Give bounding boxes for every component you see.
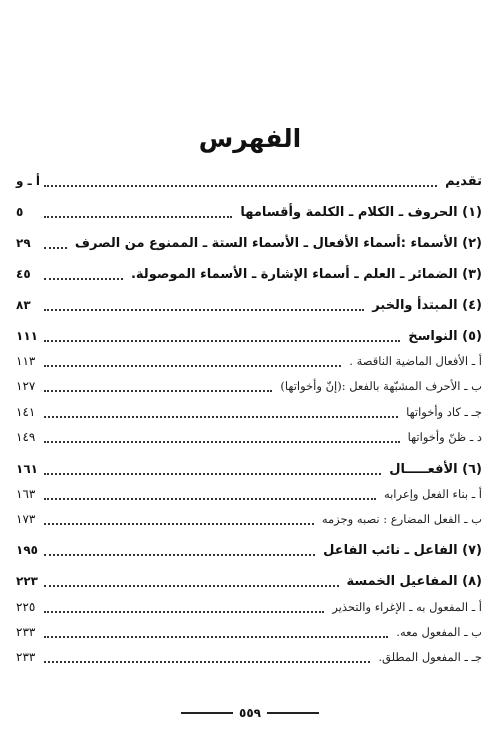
- leader-dots: [44, 427, 400, 443]
- toc-entry-label: ب ـ الفعل المضارع : نصبه وجزمه: [321, 512, 482, 526]
- footer-rule: [181, 712, 233, 714]
- toc-entry-label: (٤) المبتدأ والخبر: [372, 297, 482, 313]
- toc-entry-label: تقديم: [445, 173, 482, 189]
- toc-entry-page: ١٦٣: [16, 487, 36, 501]
- leader-dots: [44, 509, 314, 525]
- toc-entry-page: ٢٩: [16, 236, 31, 250]
- leader-dots: [44, 326, 400, 342]
- toc-subentry: [16, 483, 482, 505]
- toc-entry-page: ٢٣٣: [16, 625, 36, 639]
- toc-subentry: [16, 596, 482, 618]
- toc-entry-page: ٢٢٥: [16, 600, 36, 614]
- toc-entry-label: (٥) النواسخ: [408, 328, 482, 344]
- leader-dots: [44, 295, 364, 311]
- toc-entry: [16, 325, 482, 347]
- toc-entry: [16, 539, 482, 561]
- toc-entry-label: جـ ـ المفعول المطلق.: [378, 650, 482, 664]
- leader-dots: [44, 171, 437, 187]
- toc-entry-page: ٤٥: [16, 267, 31, 281]
- leader-dots: [44, 202, 232, 218]
- toc-entry-page: ١٦١: [16, 462, 38, 476]
- leader-dots: [44, 376, 272, 392]
- toc-entry-label: (٧) الفاعل ـ نائب الفاعل: [323, 542, 482, 558]
- leader-dots: [44, 647, 370, 663]
- toc-entry: [16, 201, 482, 223]
- toc-entry-page: ٢٣٣: [16, 650, 36, 664]
- footer-rule: [267, 712, 319, 714]
- toc-entry-page: ٨٣: [16, 298, 31, 312]
- toc-entry-page: ١٤٩: [16, 430, 36, 444]
- toc-entry-page: ١١٣: [16, 354, 36, 368]
- leader-dots: [44, 597, 324, 613]
- leader-dots: [44, 233, 67, 249]
- toc-subentry: [16, 646, 482, 668]
- toc-subentry: [16, 621, 482, 643]
- page-title: الفهرس: [198, 124, 302, 153]
- leader-dots: [44, 540, 315, 556]
- page-number: ٥٥٩: [239, 706, 261, 720]
- toc-entry-page: ١٤١: [16, 405, 36, 419]
- toc-subentry: [16, 426, 482, 448]
- toc-entry-label: (١) الحروف ـ الكلام ـ الكلمة وأقسامها: [240, 204, 482, 220]
- toc-entry-page: ٢٢٣: [16, 574, 38, 588]
- leader-dots: [44, 402, 398, 418]
- toc-entry-label: أ ـ المفعول به ـ الإغراء والتحذير: [332, 600, 482, 614]
- toc-subentry: [16, 401, 482, 423]
- leader-dots: [44, 622, 388, 638]
- toc-subentry: [16, 508, 482, 530]
- leader-dots: [44, 459, 381, 475]
- toc-entry: [16, 170, 482, 192]
- page-footer: [0, 706, 500, 720]
- toc-entry: [16, 570, 482, 592]
- leader-dots: [44, 264, 123, 280]
- toc-entry-label: ب ـ الأحرف المشبّهة بالفعل :(إنّ وأخواتها): [280, 379, 482, 393]
- toc-entry-page: ٥: [16, 205, 24, 219]
- toc-subentry: [16, 375, 482, 397]
- toc-entry: [16, 458, 482, 480]
- toc-subentry: [16, 350, 482, 372]
- toc-entry-label: أ ـ بناء الفعل وإعرابه: [383, 487, 482, 501]
- toc-entry-page: ١٩٥: [16, 543, 38, 557]
- toc-entry: [16, 263, 482, 285]
- toc-entry-label: ب ـ المفعول معه.: [396, 625, 482, 639]
- leader-dots: [44, 351, 341, 367]
- toc-entry-label: د ـ ظنّ وأخواتها: [407, 430, 482, 444]
- leader-dots: [44, 484, 376, 500]
- toc-entry-page: ١١١: [16, 329, 38, 343]
- toc-entry-label: جـ ـ كاد وأخواتها: [406, 405, 482, 419]
- toc-entry-label: أ ـ الأفعال الماضية الناقصة .: [349, 354, 482, 368]
- toc-entry-page: ١٧٣: [16, 512, 36, 526]
- toc-entry-label: (٢) الأسماء :أسماء الأفعال ـ الأسماء الستة ـ الممنوع من الصرف: [74, 235, 482, 251]
- toc-entry-label: (٨) المفاعيل الخمسة: [346, 573, 482, 589]
- toc-entry-label: (٣) الضمائر ـ العلم ـ أسماء الإشارة ـ الأسماء الموصولة.: [130, 266, 482, 282]
- toc-entry-page: ١٢٧: [16, 379, 36, 393]
- toc-entry: [16, 294, 482, 316]
- toc-entry-label: (٦) الأفعـــــال: [389, 461, 482, 477]
- toc-entry-page: أ ـ و: [16, 174, 41, 188]
- toc-entry: [16, 232, 482, 254]
- leader-dots: [44, 571, 339, 587]
